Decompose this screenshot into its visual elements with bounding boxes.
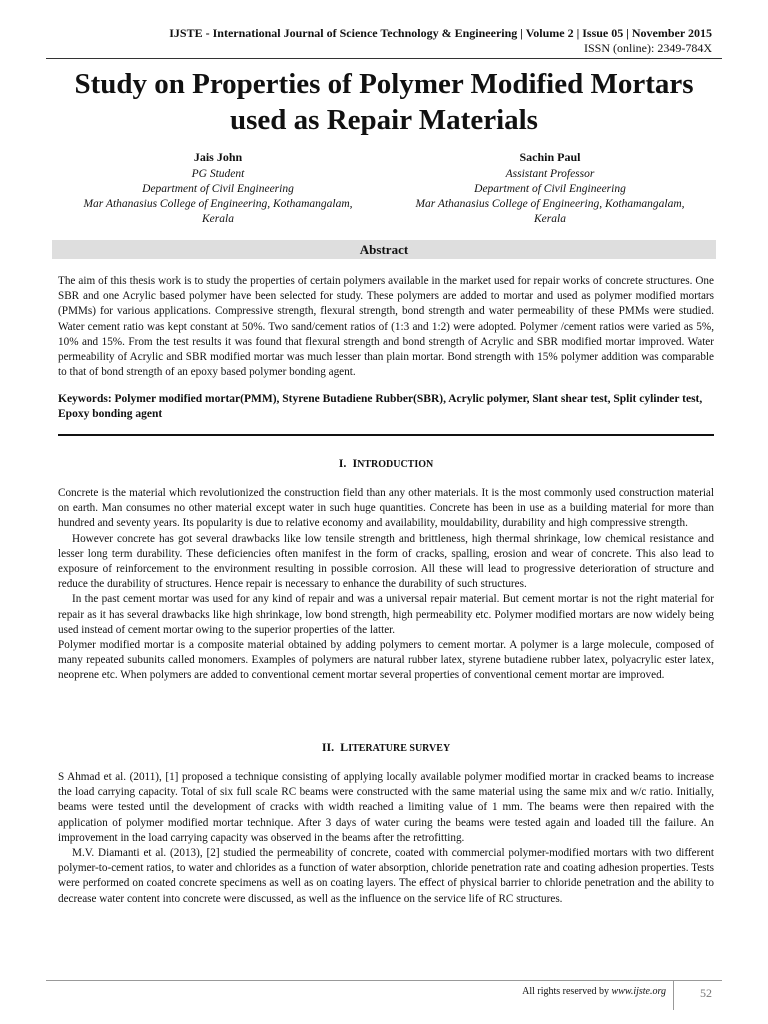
keywords: Keywords: Polymer modified mortar(PMM), Styrene Butadiene Rubber(SBR), Acrylic polymer, Slant shear test, Split cylinder test, Epoxy bonding agent	[58, 393, 703, 421]
keywords-divider	[58, 434, 714, 436]
author-department: Department of Civil Engineering	[142, 183, 294, 195]
paragraph: Polymer modified mortar is a composite material obtained by adding polymers to cement mortar. A polymer is a large molecule, composed of many repeated subunits called monomers. Examples of polymers are natural rubber latex, styrene butadiene rubber latex, polyacrylic ester latex, neoprene etc. When polymers are added to conventional cement mortar several properties of conventional cement mortar are improved.	[58, 639, 714, 682]
abstract-text: The aim of this thesis work is to study the properties of certain polymers available in the market used for repair works of concrete structures. One SBR and one Acrylic based polymer have been selected for study. These polymers are added to mortar and used as polymer modified mortars (PMMs) for various applications. Compressive strength, flexural strength, bond strength and water permeability of these PMMs were studied. Water cement ratio was kept constant at 50%. Two sand/cement ratios of (1:3 and 1:2) were adopted. Polymer /cement ratios were varied as 5%, 10% and 15%. From the test results it was found that flexural strength and bond strength of Acrylic and SBR modified mortar improved. Water permeability of Acrylic and SBR modified mortar was much lesser than plain mortar. Bond strength with 15% polymer addition was comparable to that of bond strength of an epoxy based polymer bonding agent.	[58, 275, 714, 379]
site-link[interactable]: www.ijste.org	[611, 986, 666, 997]
rights-text: All rights reserved by	[522, 986, 610, 997]
paragraph: Concrete is the material which revolutionized the construction field than any other materials. It is the most commonly used construction material on earth. Man consumes no other material except water in such huge quantities. Concrete has been in use as a building material for more than hundred and seventy years. Its popularity is due to relative economy and availability, mouldability, durability and high compressive strength.	[58, 487, 714, 530]
footer-divider	[46, 980, 722, 981]
abstract-heading: Abstract	[52, 240, 716, 259]
author-block-1	[58, 150, 378, 227]
paragraph: M.V. Diamanti et al. (2013), [2] studied the permeability of concrete, coated with commercial polymer-modified mortars with two different polymer-to-cement ratios, to water and chlorides as a function of water absorption, chloride penetration rate and coating adhesion properties. Tests were performed on coated concrete specimens as well as on coating layers. The effect of physical barrier to chloride penetration and the ability to decrease water content into concrete were discussed, as well as the influence on the service life of RC structures.	[58, 847, 714, 905]
section-initial: I	[352, 456, 358, 470]
author-role: Assistant Professor	[505, 168, 595, 180]
paper-title: Study on Properties of Polymer Modified Mortars used as Repair Materials	[74, 68, 694, 136]
author-city: Kerala	[202, 213, 234, 225]
section-number: II.	[321, 740, 335, 754]
paragraph: However concrete has got several drawbacks like low tensile strength and brittleness, high thermal shrinkage, low chemical resistance and lesser long term durability. These deficiencies often manifest in the form of cracks, spalling, erosion and wear of concrete. This also lead to exposure of reinforcement to the environment resulting in possible corrosion. All these will lead to progressive deterioration of structure and reduce the durability of structures. Hence repair is necessary to enhance the durability of such structures.	[58, 532, 714, 591]
section-number: I.	[338, 456, 347, 470]
author-role: PG Student	[191, 168, 245, 180]
author-block-2	[390, 150, 710, 227]
header-divider	[46, 58, 722, 59]
author-college: Mar Athanasius College of Engineering, Kothamangalam,	[415, 198, 685, 210]
section-heading-literature-survey	[58, 740, 714, 755]
introduction-body	[58, 486, 714, 684]
author-college: Mar Athanasius College of Engineering, Kothamangalam,	[83, 198, 353, 210]
author-name: Sachin Paul	[519, 150, 581, 164]
section-title-rest: ITERATURE SURVEY	[348, 743, 451, 754]
section-initial: L	[340, 740, 349, 754]
page-number: 52	[673, 980, 738, 1010]
author-city: Kerala	[534, 213, 566, 225]
section-title-rest: NTRODUCTION	[357, 459, 434, 470]
author-name: Jais John	[193, 150, 243, 164]
journal-header: IJSTE - International Journal of Science Technology & Engineering | Volume 2 | Issue 05 | November 2015	[169, 26, 712, 40]
paragraph: In the past cement mortar was used for any kind of repair and was a universal repair material. But cement mortar is not the right material for repair as it has several drawbacks like high shrinkage, low bond strength, high permeability etc. Polymer modified mortars are now widely being used instead of cement mortar owing to the superior properties of the latter.	[58, 593, 714, 636]
paragraph: S Ahmad et al. (2011), [1] proposed a technique consisting of applying locally available polymer modified mortar in cracked beams to increase the load carrying capacity. Total of six full scale RC beams were constructed with the same material using the same mix and w/c ratio. Initially, beams were tested until the development of cracks with width reached a limiting value of 1 mm. The beams were then repaired with the application of polymer modified mortar technique. After 3 days of water curing the beams were tested again and loaded till the failure. An improvement in the load carrying capacity was observed in the beams after the retrofitting.	[58, 771, 714, 844]
footer-rights	[522, 986, 666, 997]
section-heading-introduction	[58, 456, 714, 471]
literature-survey-body	[58, 770, 714, 907]
author-department: Department of Civil Engineering	[474, 183, 626, 195]
issn-line: ISSN (online): 2349-784X	[584, 41, 712, 55]
